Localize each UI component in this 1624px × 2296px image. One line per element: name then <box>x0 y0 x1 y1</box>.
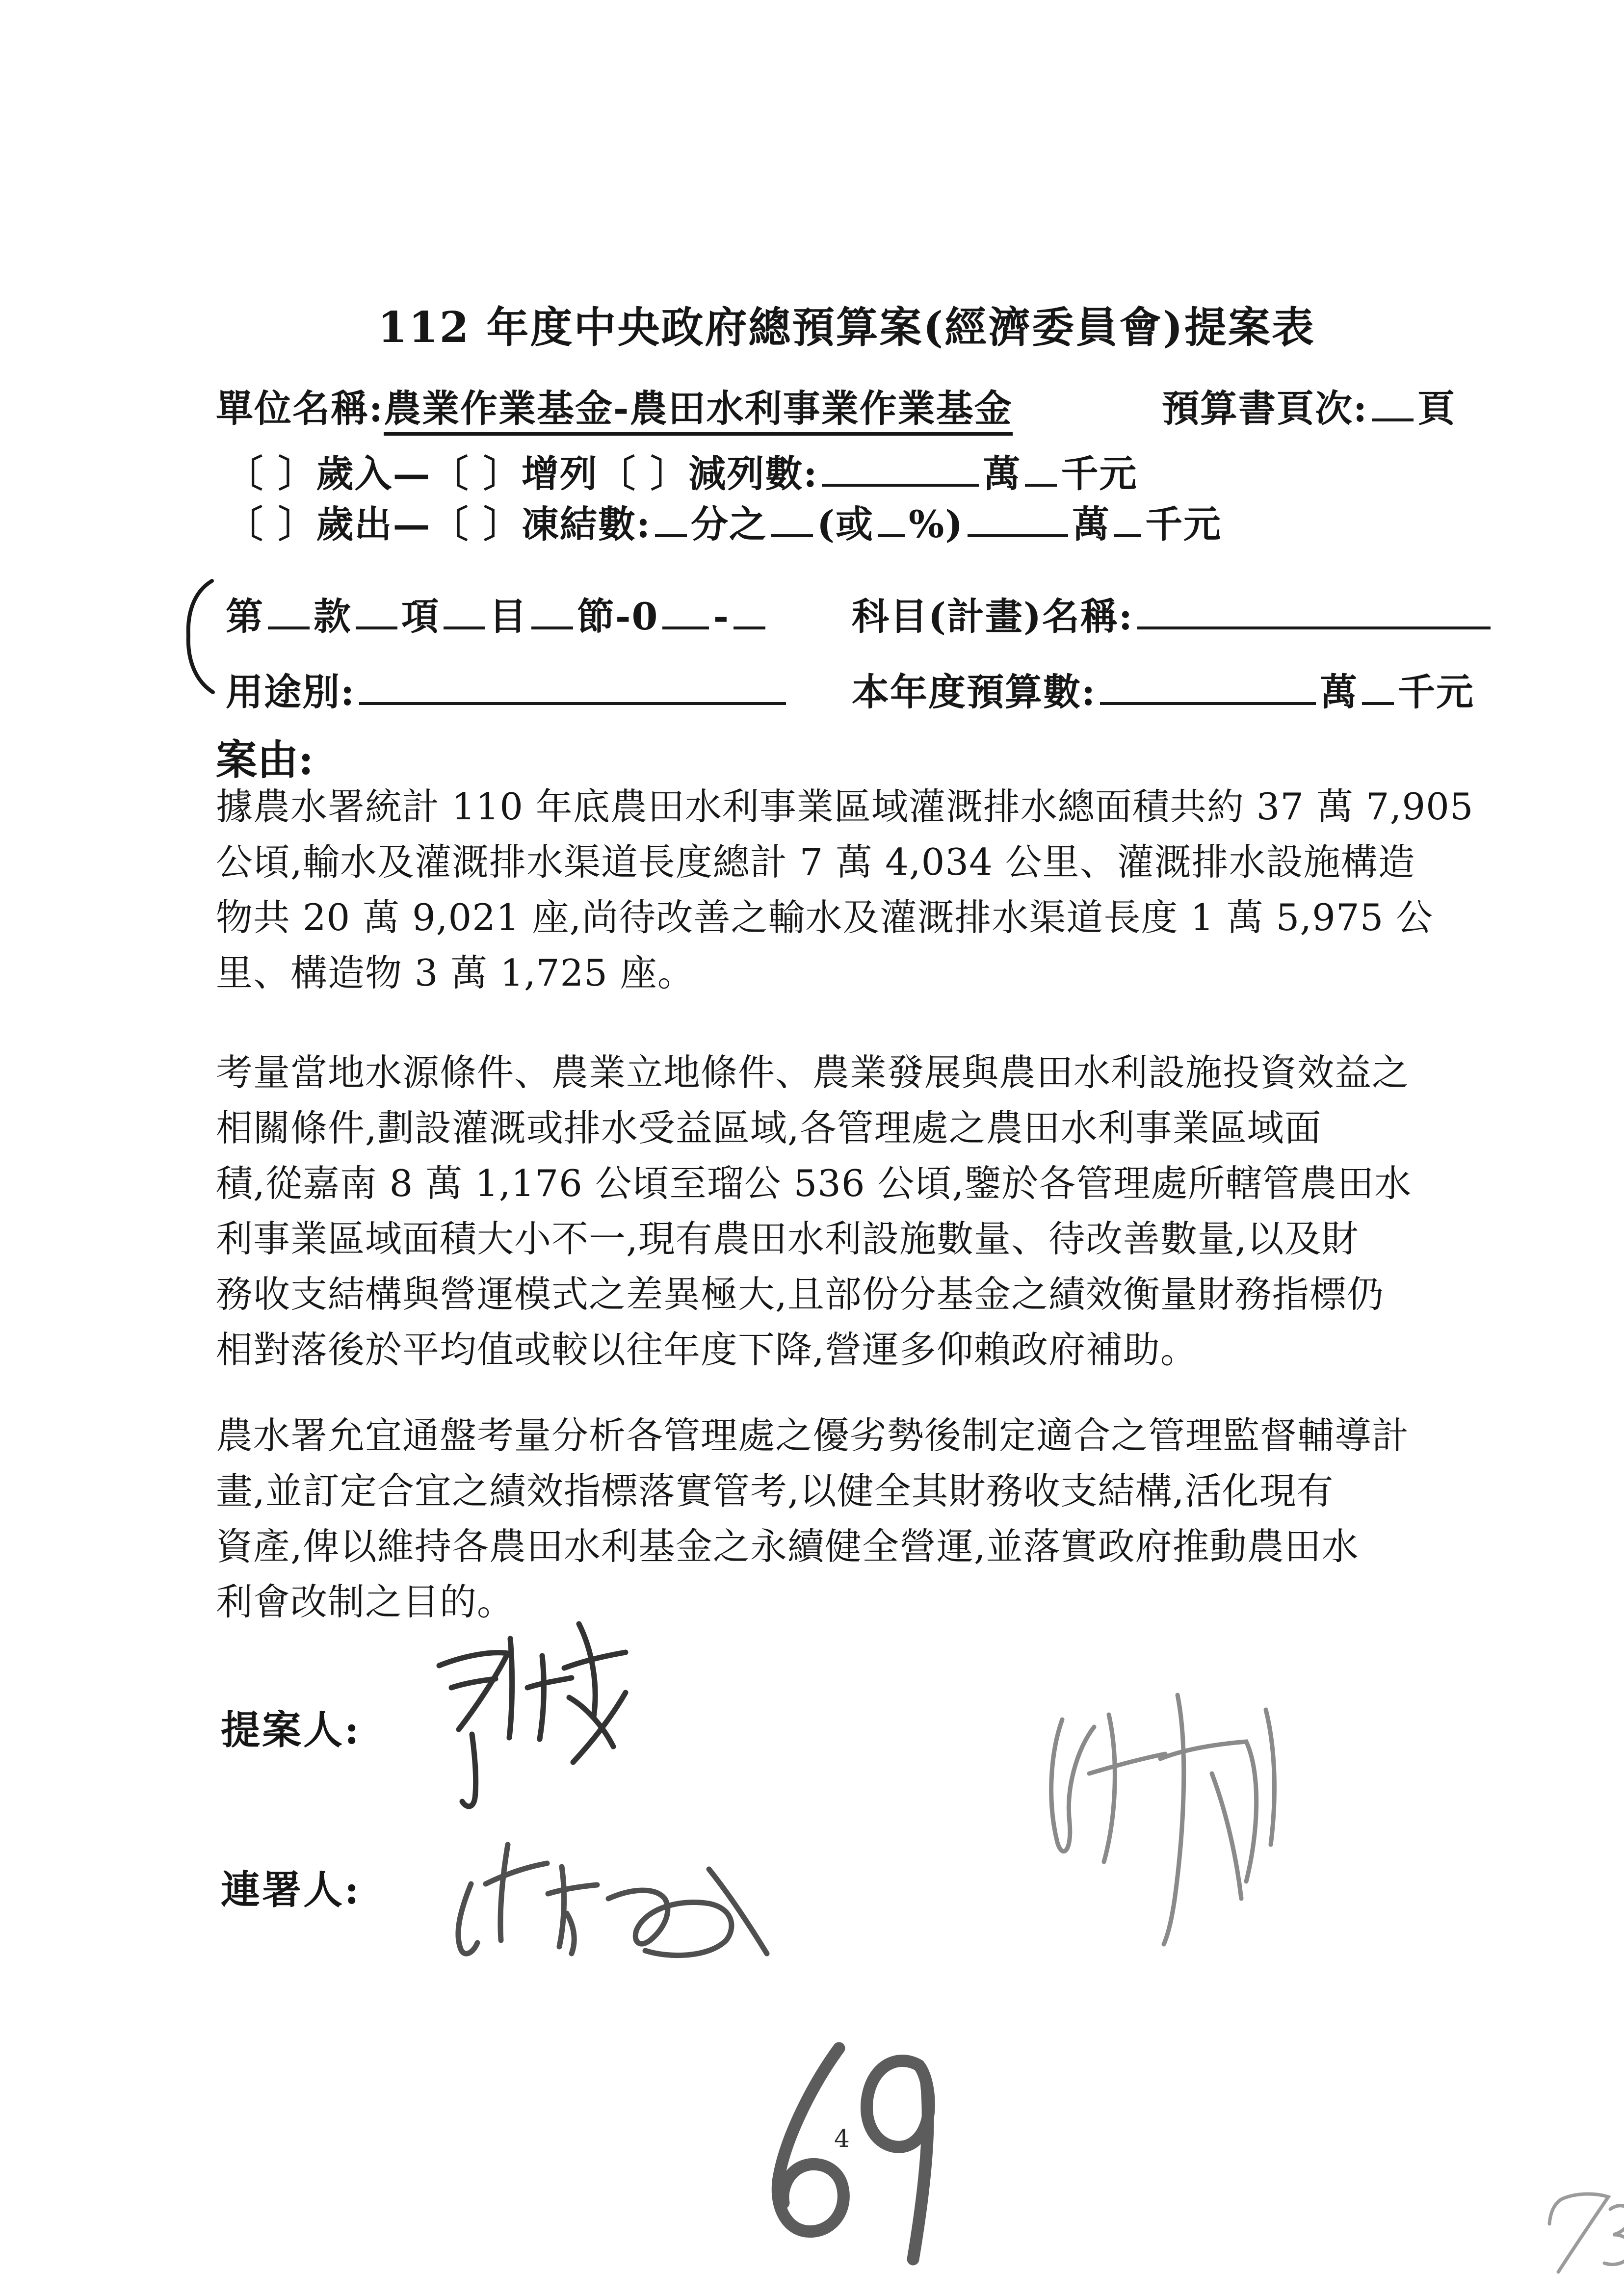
proposer-signature-2 <box>1035 1675 1300 1950</box>
freeze-numerator-blank <box>655 507 687 537</box>
section-no-label: 第 <box>226 595 264 638</box>
freeze-label: 凍結數: <box>521 502 651 546</box>
jie-sub-blank-2 <box>733 600 765 629</box>
revenue-qianyuan-unit: 千元 <box>1061 452 1138 496</box>
decrease-amount-blank <box>822 457 979 487</box>
jie-sub-blank-1 <box>662 600 709 629</box>
unit-name-line <box>216 379 1013 432</box>
paragraph-line: 利會改制之目的。 <box>216 1580 515 1623</box>
revenue-qian-blank <box>1025 457 1057 487</box>
revenue-wan-unit: 萬 <box>983 452 1022 496</box>
paragraph-line: 利事業區域面積大小不一,現有農田水利設施數量、待改善數量,以及財 <box>216 1217 1359 1260</box>
decrease-label: 減列數: <box>688 452 818 496</box>
expenditure-dash: — <box>393 502 431 546</box>
usage-blank <box>359 675 786 705</box>
budget-wan-unit: 萬 <box>1320 670 1359 714</box>
expenditure-checkbox-2: 〔 〕 <box>431 502 522 546</box>
handwritten-corner-number <box>1536 2186 1624 2276</box>
kuan-label: 款 <box>314 595 352 638</box>
cosigner-signature-strokes <box>415 1840 773 1967</box>
mu-label: 目 <box>489 595 527 638</box>
percent-close-label: %) <box>908 502 964 546</box>
handwritten-73-strokes <box>1536 2186 1624 2276</box>
unit-name-value: 農業作業基金-農田水利事業作業基金 <box>384 387 1013 436</box>
paragraph-line: 積,從嘉南 8 萬 1,176 公頃至瑠公 536 公頃,鑒於各管理處所轄管農田水 <box>216 1162 1412 1205</box>
handwritten-tally-number <box>738 2041 949 2267</box>
freeze-denominator-blank <box>771 507 813 537</box>
case-paragraph-1 <box>216 779 1474 1001</box>
budget-page-ref-label: 預算書頁次: <box>1162 387 1368 430</box>
expenditure-wan-unit: 萬 <box>1072 502 1111 546</box>
paragraph-line: 資產,俾以維持各農田水利基金之永續健全營運,並落實政府推動農田水 <box>216 1525 1359 1568</box>
paragraph-line: 相關條件,劃設灌溉或排水受益區域,各管理處之農田水利事業區域面 <box>216 1106 1322 1149</box>
case-heading: 案由: <box>216 735 314 784</box>
unit-name-label: 單位名稱: <box>216 387 384 430</box>
revenue-label: 歲入 <box>316 452 393 496</box>
budget-amount-blank <box>1100 675 1316 705</box>
paragraph-line: 考量當地水源條件、農業立地條件、農業發展與農田水利設施投資效益之 <box>216 1051 1410 1094</box>
xiang-blank <box>356 600 397 629</box>
fraction-label: 分之 <box>691 502 767 546</box>
revenue-checkbox-2: 〔 〕 <box>431 452 522 496</box>
left-parenthesis-shape <box>181 579 216 696</box>
revenue-line <box>226 444 1137 497</box>
xiang-label: 項 <box>401 595 440 638</box>
percent-blank <box>878 507 905 537</box>
expenditure-line <box>226 495 1222 548</box>
budget-amount-label: 本年度預算數: <box>852 670 1097 714</box>
cosigner-label: 連署人: <box>221 1867 361 1913</box>
kuan-blank <box>268 600 310 629</box>
expenditure-checkbox-1: 〔 〕 <box>226 502 316 546</box>
budget-qian-blank <box>1362 675 1394 705</box>
usage-line <box>226 662 790 716</box>
budget-qianyuan-unit: 千元 <box>1398 670 1475 714</box>
cosigner-signature <box>415 1840 773 1967</box>
paragraph-line: 公頃,輸水及灌溉排水渠道長度總計 7 萬 4,034 公里、灌溉排水設施構造 <box>216 840 1415 884</box>
paragraph-line: 務收支結構與營運模式之差異極大,且部份分基金之績效衡量財務指標仍 <box>216 1273 1384 1316</box>
budget-page-ref <box>1162 379 1456 432</box>
paragraph-line: 里、構造物 3 萬 1,725 座。 <box>216 951 695 994</box>
mu-blank <box>444 600 485 629</box>
or-open-label: (或 <box>817 502 874 546</box>
printed-page-number: 4 <box>834 2124 850 2153</box>
paragraph-line: 據農水署統計 110 年底農田水利事業區域灌溉排水總面積共約 37 萬 7,905 <box>216 785 1474 828</box>
increase-label: 增列 <box>521 452 598 496</box>
freeze-amount-blank <box>968 507 1068 537</box>
paragraph-line: 農水署允宜通盤考量分析各管理處之優劣勢後制定適合之管理監督輔導計 <box>216 1414 1410 1457</box>
proposer-label: 提案人: <box>221 1707 361 1753</box>
jie-hyphen: - <box>713 595 730 638</box>
section-number-line <box>226 587 769 640</box>
paragraph-line: 畫,並訂定合宜之績效指標落實管考,以健全其財務收支結構,活化現有 <box>216 1469 1334 1513</box>
subject-name-blank <box>1137 600 1491 629</box>
revenue-dash: — <box>393 452 431 496</box>
revenue-checkbox-1: 〔 〕 <box>226 452 316 496</box>
paragraph-line: 物共 20 萬 9,021 座,尚待改善之輸水及灌溉排水渠道長度 1 萬 5,975 公 <box>216 896 1434 939</box>
budget-amount-field <box>852 662 1474 716</box>
handwritten-69-strokes <box>738 2041 949 2267</box>
subject-name-label: 科目(計畫)名稱: <box>852 595 1133 638</box>
page-title: 112 年度中央政府總預算案(經濟委員會)提案表 <box>378 303 1315 352</box>
jie-label: 節-0 <box>577 595 659 638</box>
jie-blank <box>531 600 573 629</box>
budget-page-ref-unit: 頁 <box>1417 387 1456 430</box>
case-paragraph-2 <box>216 1045 1412 1378</box>
proposer-signature-strokes <box>417 1609 657 1820</box>
expenditure-label: 歲出 <box>316 502 393 546</box>
paragraph-line: 相對落後於平均值或較以往年度下降,營運多仰賴政府補助。 <box>216 1328 1198 1371</box>
revenue-checkbox-3: 〔 〕 <box>598 452 689 496</box>
proposer-signature <box>417 1609 657 1820</box>
case-paragraph-3 <box>216 1408 1409 1630</box>
proposer-signature-2-strokes <box>1035 1675 1300 1950</box>
usage-label: 用途別: <box>226 670 356 714</box>
budget-page-ref-blank <box>1372 391 1414 421</box>
expenditure-qianyuan-unit: 千元 <box>1145 502 1222 546</box>
subject-name-field <box>852 587 1494 640</box>
section-group-bracket <box>181 579 216 696</box>
expenditure-qian-blank <box>1114 507 1141 537</box>
